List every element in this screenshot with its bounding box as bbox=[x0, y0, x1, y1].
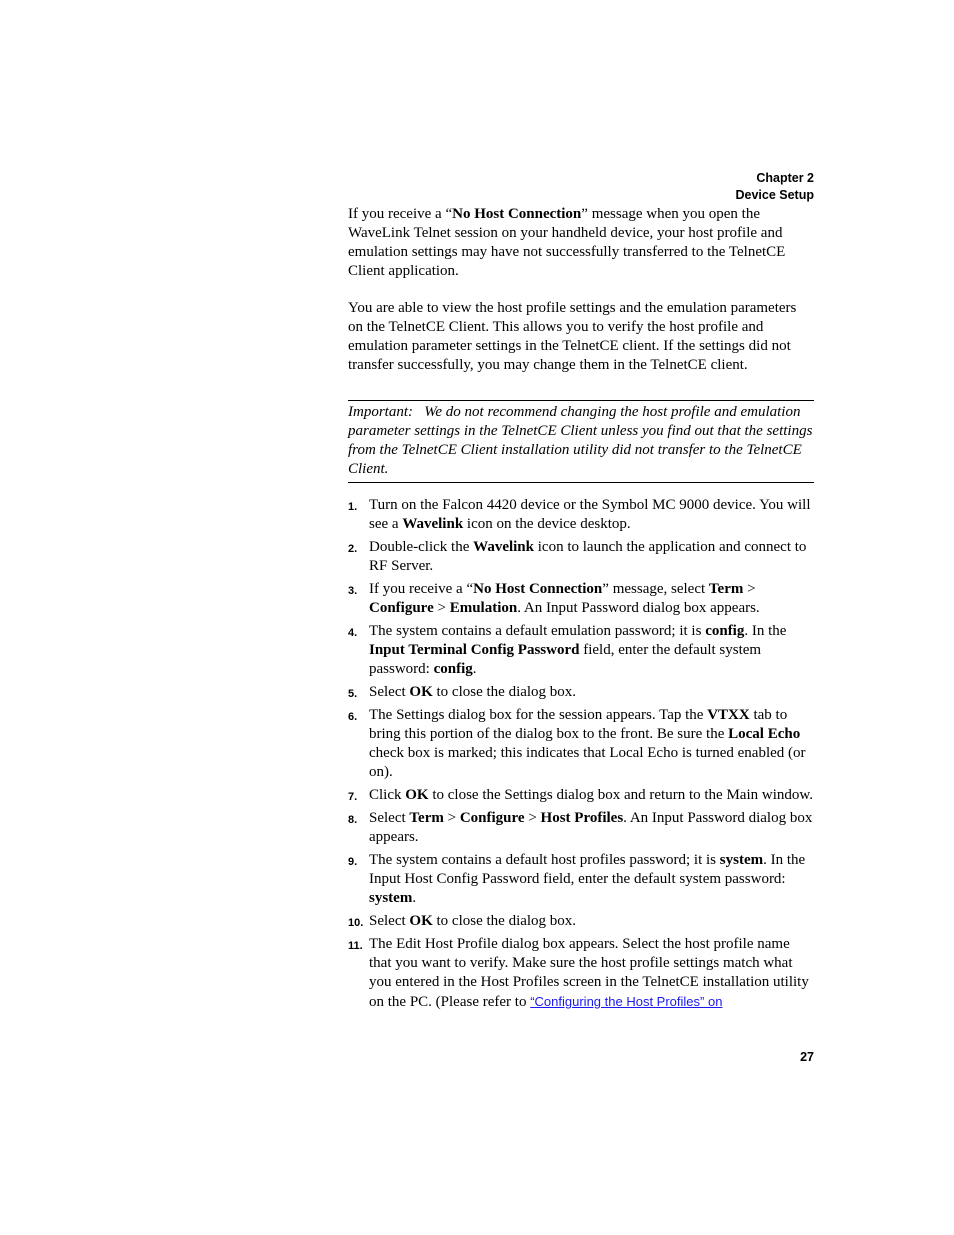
intro-paragraph-2 bbox=[348, 299, 814, 375]
section-label: Device Setup bbox=[735, 188, 814, 202]
text-run: > bbox=[743, 581, 756, 597]
bold-term: No Host Connection bbox=[473, 581, 603, 597]
text-run: Turn on the Falcon 4420 device or the Symbol MC 9000 device. You will see a bbox=[369, 497, 811, 532]
step-text bbox=[369, 684, 576, 700]
step-number: 4. bbox=[348, 627, 358, 639]
text-run: If you receive a “ bbox=[369, 581, 474, 597]
bold-term: Emulation bbox=[449, 600, 518, 616]
text-run: to close the dialog box. bbox=[432, 684, 577, 700]
text-run: The system contains a default emulation password; it is bbox=[369, 623, 706, 639]
note-body: We do not recommend changing the host profile and emulation parameter settings in the TelnetCE Client unless you find out that the settings from the TelnetCE Client installation utility did not transfer to the TelnetCE Client. bbox=[348, 404, 813, 477]
text-run: You are able to view the host profile settings and the emulation parameters on the TelnetCE Client. This allows you to verify the host profile and emulation parameter settings in the TelnetCE client. If the settings did not transfer successfully, you may change them in the TelnetCE client. bbox=[348, 300, 797, 373]
bold-term: Term bbox=[409, 810, 444, 826]
text-run: icon on the device desktop. bbox=[463, 516, 631, 532]
bold-term: config bbox=[705, 623, 745, 639]
step-number: 2. bbox=[348, 543, 358, 555]
text-run: icon to launch the application and connect to RF Server. bbox=[369, 539, 807, 574]
text-run: to close the dialog box. bbox=[432, 913, 577, 929]
bold-term: Host Profiles bbox=[540, 810, 624, 826]
step-item bbox=[348, 538, 814, 576]
bold-term: config bbox=[433, 661, 473, 677]
step-item bbox=[348, 912, 814, 931]
step-text bbox=[369, 936, 809, 1010]
text-run: to close the Settings dialog box and return to the Main window. bbox=[428, 787, 813, 803]
step-number: 10. bbox=[348, 917, 364, 929]
bold-term: Local Echo bbox=[728, 726, 801, 742]
step-text bbox=[369, 497, 811, 532]
text-run: Click bbox=[369, 787, 406, 803]
step-text bbox=[369, 581, 760, 616]
text-run: Select bbox=[369, 684, 410, 700]
bold-term: Wavelink bbox=[473, 539, 534, 555]
bold-term: OK bbox=[409, 684, 433, 700]
step-number: 7. bbox=[348, 791, 358, 803]
step-number: 6. bbox=[348, 711, 358, 723]
bold-term: Configure bbox=[459, 810, 525, 826]
step-number: 9. bbox=[348, 856, 358, 868]
step-item bbox=[348, 580, 814, 618]
text-run: Select bbox=[369, 810, 410, 826]
step-item bbox=[348, 786, 814, 805]
intro-text-1 bbox=[348, 205, 814, 281]
text-run: The Settings dialog box for the session appears. Tap the bbox=[369, 707, 708, 723]
chapter-label: Chapter 2 bbox=[756, 171, 814, 185]
page-number: 27 bbox=[800, 1050, 814, 1064]
text-run: . An Input Password dialog box appears. bbox=[369, 810, 813, 845]
bold-term: Term bbox=[708, 581, 744, 597]
step-number: 1. bbox=[348, 501, 358, 513]
step-text bbox=[369, 913, 576, 929]
step-text bbox=[369, 539, 806, 574]
text-run: Select bbox=[369, 913, 410, 929]
step-item bbox=[348, 706, 814, 782]
step-item bbox=[348, 809, 814, 847]
step-number: 5. bbox=[348, 688, 358, 700]
step-number: 11. bbox=[348, 940, 363, 952]
procedure-steps bbox=[348, 496, 814, 1016]
step-number: 3. bbox=[348, 585, 358, 597]
step-item bbox=[348, 935, 814, 1012]
bold-term: Configure bbox=[369, 600, 434, 616]
step-number: 8. bbox=[348, 814, 358, 826]
step-text bbox=[369, 707, 806, 780]
text-run: Double-click the bbox=[369, 539, 474, 555]
step-text bbox=[369, 623, 786, 677]
text-run: . In the bbox=[744, 623, 787, 639]
text-run: ” message, select bbox=[602, 581, 709, 597]
bold-term: Input Terminal Config Password bbox=[369, 642, 580, 658]
text-run: . In the Input Host Config Password field, enter the default system password: bbox=[369, 852, 806, 887]
important-note bbox=[348, 400, 814, 483]
bold-term: system bbox=[369, 890, 413, 906]
bold-term: OK bbox=[409, 913, 433, 929]
step-item bbox=[348, 683, 814, 702]
text-run: tab to bring this portion of the dialog box to the front. Be sure the bbox=[369, 707, 788, 742]
bold-term: system bbox=[719, 852, 764, 868]
text-run: . bbox=[472, 661, 477, 677]
text-run: If you receive a “ bbox=[348, 206, 453, 222]
step-item bbox=[348, 851, 814, 908]
intro-text-2 bbox=[348, 299, 814, 375]
text-run: > bbox=[433, 600, 450, 616]
text-run: field, enter the default system password: bbox=[369, 642, 762, 677]
step-text bbox=[369, 787, 813, 803]
cross-reference-link[interactable]: “Configuring the Host Profiles” on bbox=[530, 994, 723, 1009]
text-run: > bbox=[524, 810, 541, 826]
bold-term: No Host Connection bbox=[452, 206, 582, 222]
note-text bbox=[348, 403, 814, 479]
text-run: . bbox=[412, 890, 417, 906]
text-run: > bbox=[443, 810, 460, 826]
intro-paragraph-1 bbox=[348, 205, 814, 281]
step-item bbox=[348, 622, 814, 679]
bold-term: Wavelink bbox=[402, 516, 464, 532]
bold-term: OK bbox=[405, 787, 429, 803]
bold-term: VTXX bbox=[707, 707, 750, 723]
text-run: ” message when you open the WaveLink Telnet session on your handheld device, your host profile and emulation settings may have not successfully transferred to the TelnetCE Client application. bbox=[348, 206, 786, 279]
running-header bbox=[735, 170, 814, 204]
step-item bbox=[348, 496, 814, 534]
text-run: The Edit Host Profile dialog box appears. Select the host profile name that you want to verify. Make sure the host profile settings match what you entered in the Host Profiles screen in the TelnetCE installation utility on the PC. (Please refer to bbox=[369, 936, 809, 1010]
note-label: Important: bbox=[348, 404, 413, 420]
text-run: check box is marked; this indicates that Local Echo is turned enabled (or on). bbox=[369, 745, 806, 780]
text-run: . An Input Password dialog box appears. bbox=[517, 600, 760, 616]
step-text bbox=[369, 810, 812, 845]
text-run: The system contains a default host profiles password; it is bbox=[369, 852, 720, 868]
step-text bbox=[369, 852, 805, 906]
